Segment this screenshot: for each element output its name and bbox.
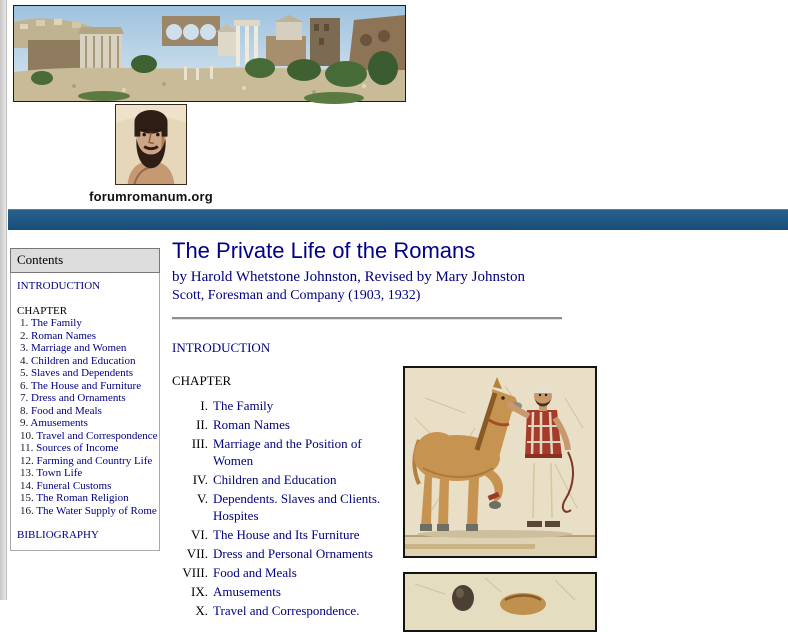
site-wordmark: forumromanum.org <box>89 189 213 204</box>
sidebar-link-introduction[interactable]: INTRODUCTION <box>17 280 101 292</box>
chapter-link[interactable]: Children and Education <box>31 354 136 367</box>
introduction-link[interactable]: INTRODUCTION <box>172 340 271 355</box>
chapter-link[interactable]: The Roman Religion <box>36 492 129 504</box>
chapter-number: 15. <box>20 492 34 504</box>
sidebar-item-chapter-9[interactable] <box>17 417 156 430</box>
sidebar-spacer <box>17 517 156 529</box>
sidebar-item-chapter-2[interactable] <box>17 330 156 343</box>
second-mosaic-graphic <box>405 574 595 630</box>
sidebar-item-chapter-11[interactable] <box>17 442 156 455</box>
chapter-number: 10. <box>20 429 34 442</box>
publisher-line: Scott, Foresman and Company (1903, 1932) <box>172 288 421 303</box>
sidebar-item-chapter-3[interactable] <box>17 342 156 355</box>
sidebar-chapter-heading: CHAPTER <box>17 304 68 317</box>
chapter-number: 16. <box>20 504 34 517</box>
chapter-number: 13. <box>20 467 34 479</box>
chapter-link[interactable]: Travel and Correspondence. <box>213 603 360 618</box>
chapter-number: 8. <box>20 404 29 417</box>
forum-panorama-graphic <box>14 6 405 101</box>
chapter-numeral: X. <box>195 603 208 618</box>
chapter-link[interactable]: Dress and Ornaments <box>31 392 126 404</box>
sidebar-link-bibliography[interactable]: BIBLIOGRAPHY <box>17 529 99 541</box>
bust-graphic <box>116 105 186 184</box>
horse-mosaic-image <box>403 366 597 558</box>
chapter-numeral: II. <box>196 417 208 432</box>
chapter-numeral: VII. <box>186 546 208 561</box>
chapter-number: 12. <box>20 454 34 467</box>
sidebar-item-chapter-16[interactable] <box>17 505 156 518</box>
chapter-link[interactable]: Travel and Correspondence <box>36 429 158 442</box>
chapter-numeral: IX. <box>191 584 208 599</box>
chapter-heading: CHAPTER <box>172 373 232 388</box>
site-logo-link[interactable] <box>61 104 241 204</box>
chapter-number: 7. <box>20 392 29 404</box>
divider-bar <box>8 209 788 230</box>
chapter-number: 3. <box>20 342 29 354</box>
chapter-link[interactable]: Marriage and the Position of Women <box>213 436 362 468</box>
chapter-link[interactable]: Dependents. Slaves and Clients. Hospites <box>213 491 381 523</box>
sidebar-body <box>10 273 160 551</box>
chapter-number: 1. <box>20 317 29 329</box>
sidebar-item-chapter-6[interactable] <box>17 380 156 393</box>
sidebar-item-chapter-13[interactable] <box>17 467 156 480</box>
chapter-link[interactable]: Slaves and Dependents <box>31 367 134 379</box>
forum-panorama-image <box>13 5 406 102</box>
second-mosaic-image <box>403 572 597 632</box>
chapter-link[interactable]: The House and Furniture <box>30 379 142 392</box>
contents-sidebar <box>10 248 160 551</box>
sidebar-item-chapter-4[interactable] <box>17 355 156 368</box>
sidebar-item-chapter-12[interactable] <box>17 455 156 468</box>
sidebar-header: Contents <box>10 248 160 273</box>
chapter-link[interactable]: Amusements <box>213 584 281 599</box>
chapter-link[interactable]: Children and Education <box>213 472 337 487</box>
bust-logo-image <box>115 104 187 185</box>
sidebar-item-chapter-8[interactable] <box>17 405 156 418</box>
chapter-link[interactable]: Funeral Customs <box>36 479 112 492</box>
chapter-link[interactable]: Roman Names <box>31 329 97 342</box>
chapter-numeral: III. <box>191 436 208 451</box>
chapter-numeral: VIII. <box>182 565 208 580</box>
horse-mosaic-graphic <box>405 368 595 556</box>
chapter-number: 5. <box>20 367 29 379</box>
sidebar-item-chapter-14[interactable] <box>17 480 156 493</box>
chapter-number: 9. <box>20 417 29 429</box>
chapter-link[interactable]: Farming and Country Life <box>36 454 153 467</box>
chapter-link[interactable]: Food and Meals <box>31 404 102 417</box>
chapter-number: 4. <box>20 354 29 367</box>
chapter-number: 2. <box>20 329 29 342</box>
sidebar-spacer <box>17 293 156 305</box>
chapter-link[interactable]: The Family <box>213 398 274 413</box>
chapter-link[interactable]: The House and Its Furniture <box>213 527 360 542</box>
chapter-numeral: V. <box>197 491 208 506</box>
chapter-numeral: VI. <box>191 527 208 542</box>
chapter-link[interactable]: Sources of Income <box>36 442 119 454</box>
chapter-link[interactable]: Roman Names <box>213 417 290 432</box>
page-title: The Private Life of the Romans <box>172 238 476 263</box>
byline: by Harold Whetstone Johnston, Revised by Mary Johnston <box>172 269 526 285</box>
chapter-link[interactable]: Town Life <box>36 467 83 479</box>
sidebar-item-chapter-1[interactable] <box>17 317 156 330</box>
chapter-numeral: I. <box>200 398 208 413</box>
chapter-link[interactable]: Food and Meals <box>213 565 297 580</box>
chapter-number: 14. <box>20 479 34 492</box>
horizontal-rule <box>172 317 562 320</box>
sidebar-item-chapter-5[interactable] <box>17 367 156 380</box>
window-left-edge <box>0 0 7 600</box>
sidebar-item-chapter-7[interactable] <box>17 392 156 405</box>
chapter-link[interactable]: The Family <box>30 317 82 329</box>
chapter-number: 11. <box>20 442 34 454</box>
sidebar-item-chapter-10[interactable] <box>17 430 156 443</box>
chapter-link[interactable]: Dress and Personal Ornaments <box>213 546 373 561</box>
chapter-link[interactable]: Amusements <box>30 417 88 429</box>
chapter-number: 6. <box>20 379 29 392</box>
chapter-numeral: IV. <box>192 472 208 487</box>
sidebar-item-chapter-15[interactable] <box>17 492 156 505</box>
chapter-link[interactable]: The Water Supply of Rome <box>36 504 157 517</box>
chapter-link[interactable]: Marriage and Women <box>31 342 127 354</box>
